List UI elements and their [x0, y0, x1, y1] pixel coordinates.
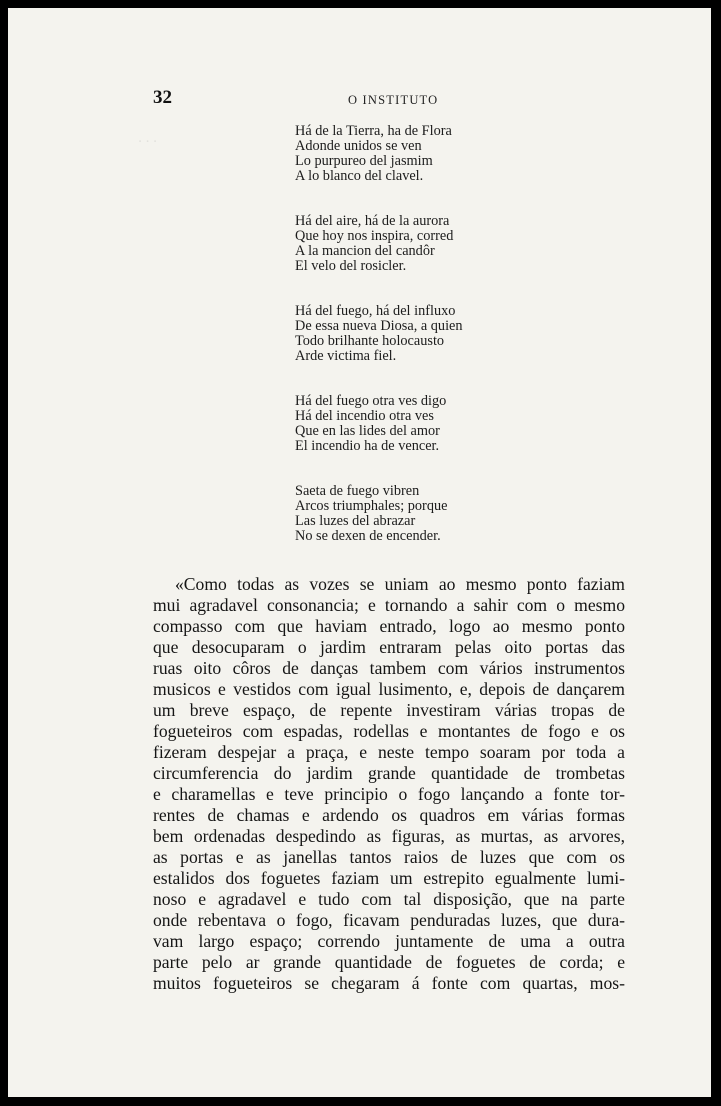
verse-line: Que en las lides del amor: [295, 423, 440, 439]
running-title: O INSTITUTO: [348, 93, 439, 107]
prose-line: «Como todas as vozes se uniam ao mesmo ponto faziam: [175, 574, 625, 594]
prose-line: que desocuparam o jardim entraram pelas oito portas das: [153, 637, 625, 657]
verse-line: Todo brilhante holocausto: [295, 333, 445, 349]
verse-line: Há del incendio otra ves: [295, 408, 434, 424]
poem-stanza: [295, 394, 555, 454]
verse-line: Há de la Tierra, ha de Flora: [295, 123, 452, 139]
verse-line: Lo purpureo del jasmim: [295, 153, 433, 169]
verse-line: Há del fuego otra ves digo: [295, 393, 447, 409]
prose-line: rentes de chamas e ardendo os quadros em várias formas: [153, 805, 625, 825]
prose-line: circumferencia do jardim grande quantidade de trombetas: [153, 763, 625, 783]
verse-line: El velo del rosicler.: [295, 258, 407, 274]
prose-paragraph: [153, 574, 625, 994]
prose-line: compasso com que haviam entrado, logo ao mesmo ponto: [153, 616, 625, 636]
verse-line: Saeta de fuego vibren: [295, 483, 420, 499]
verse-line: Há del fuego, há del influxo: [295, 303, 456, 319]
book-page: [8, 8, 711, 1097]
prose-line: noso e agradavel e tudo com tal disposição, que na parte: [153, 889, 625, 909]
prose-line: fogueteiros com espadas, rodellas e montantes de fogo e os: [153, 721, 625, 741]
verse-line: Adonde unidos se ven: [295, 138, 422, 154]
prose-line: muitos fogueteiros se chegaram á fonte com quartas, mos-: [153, 973, 625, 993]
verse-line: El incendio ha de vencer.: [295, 438, 440, 454]
verse-line: No se dexen de encender.: [295, 528, 441, 544]
poem-stanza: [295, 214, 555, 274]
prose-line: e charamellas e teve principio o fogo lançando a fonte tor-: [153, 784, 625, 804]
verse-line: Arde victima fiel.: [295, 348, 397, 364]
prose-line: as portas e as janellas tantos raios de luzes que com os: [153, 847, 625, 867]
verse-line: Arcos triumphales; porque: [295, 498, 448, 514]
prose-line: fizeram despejar a praça, e neste tempo soaram por toda a: [153, 742, 625, 762]
verse-line: De essa nueva Diosa, a quien: [295, 318, 463, 334]
poem-stanza: [295, 484, 555, 544]
prose-line: um breve espaço, de repente investiram várias tropas de: [153, 700, 625, 720]
verse-line: Há del aire, há de la aurora: [295, 213, 450, 229]
poem: [295, 124, 555, 544]
verse-line: Que hoy nos inspira, corred: [295, 228, 454, 244]
verse-line: A lo blanco del clavel.: [295, 168, 424, 184]
prose-line: musicos e vestidos com igual lusimento, e, depois de dançarem: [153, 679, 625, 699]
verse-line: A la mancion del candôr: [295, 243, 435, 259]
prose-line: bem ordenadas despedindo as figuras, as murtas, as arvores,: [153, 826, 625, 846]
verse-line: Las luzes del abrazar: [295, 513, 416, 529]
prose-line: mui agradavel consonancia; e tornando a sahir com o mesmo: [153, 595, 625, 615]
prose-line: ruas oito côros de danças tambem com vários instrumentos: [153, 658, 625, 678]
prose-line: parte pelo ar grande quantidade de foguetes de corda; e: [153, 952, 625, 972]
show-through-mark: · · ·: [138, 134, 157, 150]
poem-stanza: [295, 124, 555, 184]
prose-line: estalidos dos foguetes faziam um estrepito egualmente lumi-: [153, 868, 625, 888]
page-header: [8, 89, 711, 113]
prose-line: onde rebentava o fogo, ficavam penduradas luzes, que dura-: [153, 910, 625, 930]
poem-stanza: [295, 304, 555, 364]
prose-line: vam largo espaço; correndo juntamente de uma a outra: [153, 931, 625, 951]
page-number: 32: [153, 87, 172, 108]
